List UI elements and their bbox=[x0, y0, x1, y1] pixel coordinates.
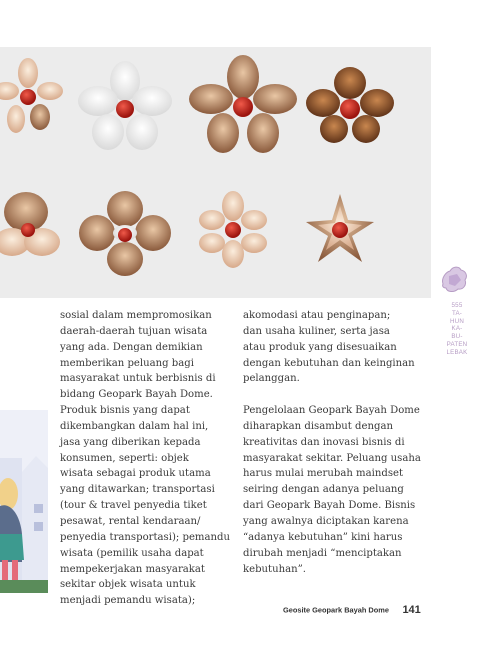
text-line: akomodasi atau penginapan; bbox=[243, 310, 391, 321]
text-line: harus mulai merubah maindset bbox=[243, 468, 404, 480]
text-line: seiring dengan adanya peluang bbox=[243, 484, 404, 496]
text-line: yang ada. Dengan demikian bbox=[60, 341, 203, 353]
side-tab-label bbox=[440, 302, 474, 357]
text-line: masyarakat untuk berbisnis di bbox=[60, 373, 216, 385]
text-line: kebutuhan”. bbox=[243, 563, 306, 575]
text-line: yang ditawarkan; transportasi bbox=[60, 484, 215, 496]
text-line: dengan kebutuhan dan keinginan bbox=[243, 357, 415, 369]
text-line: wisata sebagai produk utama bbox=[60, 468, 211, 480]
lebak-map-icon bbox=[437, 262, 471, 296]
text-line: Produk bisnis yang dapat bbox=[60, 405, 190, 417]
text-line: dikembangkan dalam hal ini, bbox=[60, 420, 209, 432]
side-tab-line: PATEN bbox=[446, 340, 468, 348]
text-line: penyedia transportasi); pemandu bbox=[60, 531, 230, 543]
text-line: masyarakat sekitar. Peluang usaha bbox=[243, 452, 421, 464]
footer-source: Geosite Geopark Bayah Dome bbox=[283, 605, 389, 615]
text-line: atau produk yang disesuaikan bbox=[243, 341, 397, 353]
paragraph bbox=[60, 308, 236, 609]
shell-flower-crafts-photo bbox=[0, 47, 431, 298]
text-line: daerah-daerah tujuan wisata bbox=[60, 325, 208, 337]
text-line: dan usaha kuliner, serta jasa bbox=[243, 325, 390, 337]
side-tab-line: BU- bbox=[451, 333, 463, 341]
text-line: memberikan peluang bagi bbox=[60, 357, 194, 369]
text-line: pelanggan. bbox=[243, 373, 300, 385]
text-line: bidang Geopark Bayah Dome. bbox=[60, 389, 213, 401]
text-line: konsumen, seperti: objek bbox=[60, 452, 189, 464]
woman-illustration bbox=[0, 410, 48, 593]
page-number: 141 bbox=[402, 603, 421, 616]
text-line: Pengelolaan Geopark Bayah Dome bbox=[243, 405, 420, 417]
text-line: jasa yang diberikan kepada bbox=[60, 436, 201, 448]
text-line: (tour & travel penyedia tiket bbox=[60, 500, 207, 512]
side-tab-line: TA- bbox=[451, 309, 463, 317]
side-tab-line: 555 bbox=[451, 302, 463, 309]
text-line: sekitar objek wisata untuk bbox=[60, 579, 196, 591]
text-line: diharapkan disambut dengan bbox=[243, 420, 393, 432]
right-text-column bbox=[243, 308, 425, 577]
side-tab-line: HUN bbox=[449, 317, 464, 325]
text-line: dari Geopark Bayah Dome. Bisnis bbox=[243, 500, 416, 512]
text-line: dirubah menjadi “menciptakan bbox=[243, 547, 402, 559]
paragraph-gap bbox=[243, 387, 425, 403]
paragraph bbox=[243, 308, 425, 387]
text-line: sosial dalam mempromosikan bbox=[60, 310, 212, 321]
text-line: “adanya kebutuhan” kini harus bbox=[243, 531, 403, 543]
text-line: kreativitas dan inovasi bisnis di bbox=[243, 436, 405, 448]
page-footer bbox=[283, 601, 421, 619]
left-text-column bbox=[60, 308, 236, 609]
side-tab-line: LEBAK bbox=[446, 348, 468, 356]
paragraph bbox=[243, 403, 425, 577]
text-line: pesawat, rental kendaraan/ bbox=[60, 515, 201, 527]
text-line: menjadi pemandu wisata); bbox=[60, 595, 196, 607]
side-tab-line: KA- bbox=[451, 325, 463, 333]
text-line: wisata (pemilik usaha dapat bbox=[60, 547, 204, 559]
text-line: mempekerjakan masyarakat bbox=[60, 563, 205, 575]
text-line: yang awalnya diciptakan karena bbox=[243, 515, 409, 527]
